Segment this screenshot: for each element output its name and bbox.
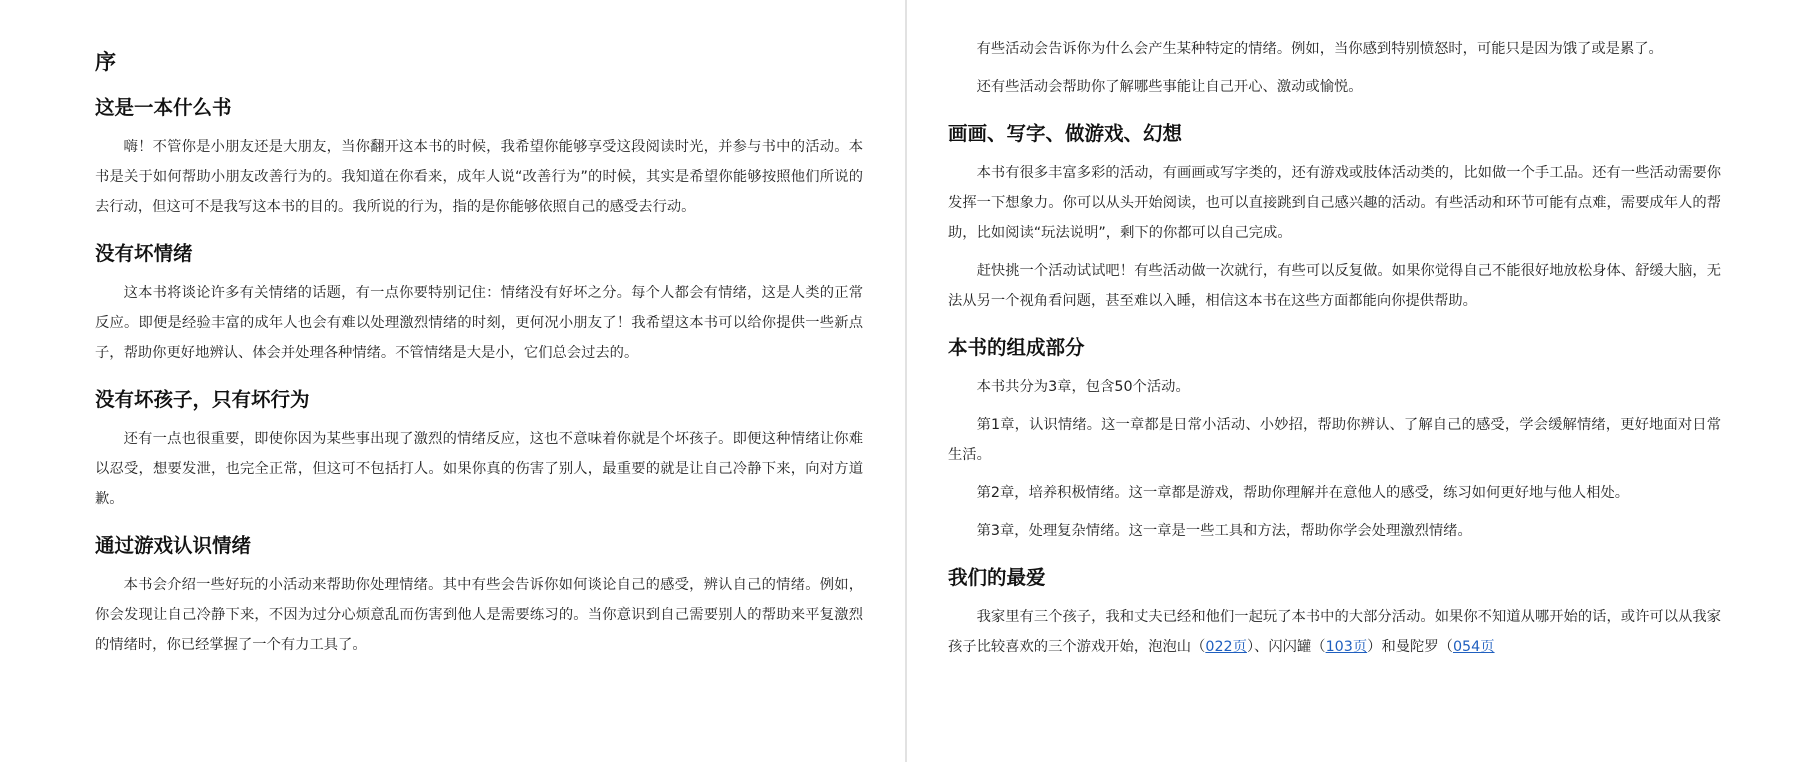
body-paragraph: 还有一点也很重要，即使你因为某些事出现了激烈的情绪反应，这也不意味着你就是个坏孩子。即便这种情绪让你难以忍受，想要发泄，也完全正常，但这可不包括打人。如果你真的伤害了别人，最重要的就是让自己冷静下来，向对方道歉。 bbox=[95, 431, 863, 507]
page-ref-link[interactable]: 054页 bbox=[1452, 639, 1495, 655]
body-paragraph: 有些活动会告诉你为什么会产生某种特定的情绪。例如，当你感到特别愤怒时，可能只是因为饿了或是累了。 bbox=[976, 41, 1663, 57]
section-heading: 本书的组成部分 bbox=[948, 336, 1085, 359]
body-paragraph: 本书会介绍一些好玩的小活动来帮助你处理情绪。其中有些会告诉你如何谈论自己的感受，辨认自己的情绪。例如，你会发现让自己冷静下来，不因为过分心烦意乱而伤害到他人是需要练习的。当你意识到自己需要别人的帮助来平复激烈的情绪时，你已经掌握了一个有力工具了。 bbox=[95, 577, 863, 653]
page-ref-link[interactable]: 103页 bbox=[1325, 639, 1368, 655]
body-paragraph: 本书共分为3章，包含50个活动。 bbox=[976, 379, 1190, 395]
right-page bbox=[908, 0, 1813, 762]
section-heading: 我们的最爱 bbox=[948, 566, 1046, 589]
body-paragraph: 赶快挑一个活动试试吧！有些活动做一次就行，有些可以反复做。如果你觉得自己不能很好地放松身体、舒缓大脑，无法从另一个视角看问题，甚至难以入睡，相信这本书在这些方面都能向你提供帮助。 bbox=[948, 263, 1721, 309]
page-divider bbox=[905, 0, 907, 762]
body-paragraph: 还有些活动会帮助你了解哪些事能让自己开心、激动或愉悦。 bbox=[976, 79, 1363, 95]
body-paragraph: 第1章，认识情绪。这一章都是日常小活动、小妙招，帮助你辨认、了解自己的感受，学会缓解情绪，更好地面对日常生活。 bbox=[948, 417, 1721, 463]
body-paragraph: 这本书将谈论许多有关情绪的话题，有一点你要特别记住：情绪没有好坏之分。每个人都会有情绪，这是人类的正常反应。即便是经验丰富的成年人也会有难以处理激烈情绪的时刻，更何况小朋友了！我希望这本书可以给你提供一些新点子，帮助你更好地辨认、体会并处理各种情绪。不管情绪是大是小，它们总会过去的。 bbox=[95, 285, 863, 361]
section-heading: 这是一本什么书 bbox=[95, 96, 232, 119]
body-paragraph: 第2章，培养积极情绪。这一章都是游戏，帮助你理解并在意他人的感受，练习如何更好地与他人相处。 bbox=[976, 485, 1630, 501]
preface-title: 序 bbox=[95, 49, 116, 74]
section-heading: 画画、写字、做游戏、幻想 bbox=[948, 122, 1183, 145]
body-paragraph: 本书有很多丰富多彩的活动，有画画或写字类的，还有游戏或肢体活动类的，比如做一个手工品。还有一些活动需要你发挥一下想象力。你可以从头开始阅读，也可以直接跳到自己感兴趣的活动。有些活动和环节可能有点难，需要成年人的帮助，比如阅读“玩法说明”，剩下的你都可以自己完成。 bbox=[948, 165, 1721, 241]
left-page bbox=[0, 0, 905, 762]
favorites-text: ）和曼陀罗（ bbox=[1367, 639, 1453, 655]
favorites-text: ）、闪闪罐（ bbox=[1246, 639, 1326, 655]
page-ref-link[interactable]: 022页 bbox=[1205, 639, 1247, 655]
section-heading: 通过游戏认识情绪 bbox=[95, 534, 252, 557]
favorites-text: 我家里有三个孩子，我和丈夫已经和他们一起玩了本书中的大部分活动。如果你不知道从哪开始的话，或许可以从我家孩子比较喜欢的三个游戏开始，泡泡山（ bbox=[948, 609, 1721, 655]
favorites-paragraph bbox=[948, 602, 1721, 662]
section-heading: 没有坏情绪 bbox=[95, 242, 193, 265]
body-paragraph: 嗨！不管你是小朋友还是大朋友，当你翻开这本书的时候，我希望你能够享受这段阅读时光，并参与书中的活动。本书是关于如何帮助小朋友改善行为的。我知道在你看来，成年人说“改善行为”的时候，其实是希望你能够按照他们所说的去行动，但这可不是我写这本书的目的。我所说的行为，指的是你能够依照自己的感受去行动。 bbox=[95, 139, 863, 215]
section-heading: 没有坏孩子，只有坏行为 bbox=[95, 388, 310, 411]
body-paragraph: 第3章，处理复杂情绪。这一章是一些工具和方法，帮助你学会处理激烈情绪。 bbox=[976, 523, 1472, 539]
